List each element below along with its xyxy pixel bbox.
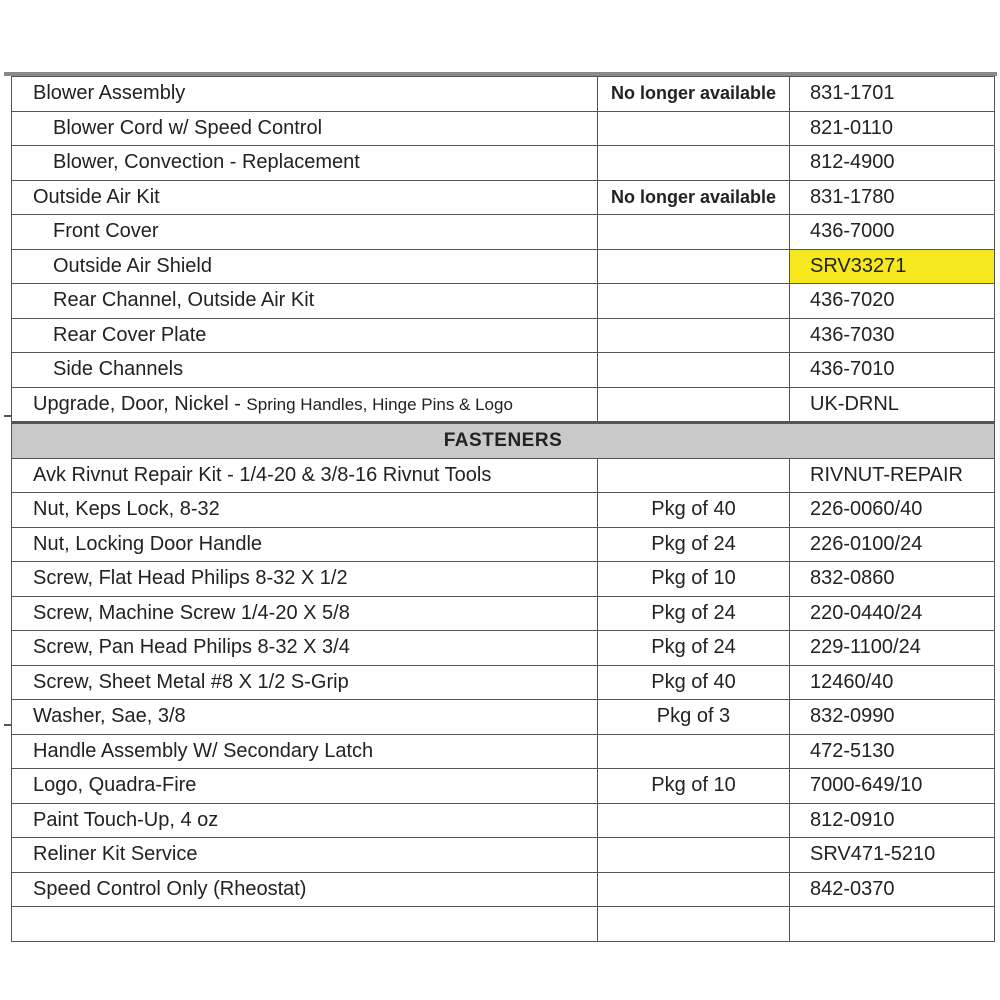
description-text: Screw, Pan Head Philips 8-32 X 3/4	[33, 636, 350, 659]
description-cell	[12, 769, 598, 804]
parts-table	[11, 76, 995, 942]
table-row	[12, 631, 995, 666]
part-number-cell: 12460/40	[790, 665, 995, 700]
description-cell	[12, 700, 598, 735]
part-number-cell: 226-0100/24	[790, 527, 995, 562]
part-number-cell: RIVNUT-REPAIR	[790, 458, 995, 493]
table-row	[12, 838, 995, 873]
description-text: Handle Assembly W/ Secondary Latch	[33, 739, 374, 762]
description-cell	[12, 803, 598, 838]
table-row	[12, 596, 995, 631]
description-detail-text: Spring Handles, Hinge Pins & Logo	[246, 394, 513, 414]
left-tick-mark	[4, 415, 11, 417]
description-text: Avk Rivnut Repair Kit - 1/4-20 & 3/8-16 Rivnut Tools	[33, 463, 492, 486]
description-text: Front Cover	[53, 220, 159, 243]
description-text: Screw, Flat Head Philips 8-32 X 1/2	[33, 567, 348, 590]
table-row	[12, 180, 995, 215]
part-number-cell: SRV471-5210	[790, 838, 995, 873]
part-number-cell: 472-5130	[790, 734, 995, 769]
description-text: Upgrade, Door, Nickel -	[33, 392, 247, 415]
description-cell	[12, 838, 598, 873]
section-title: FASTENERS	[12, 423, 995, 459]
description-text: Outside Air Kit	[33, 185, 160, 208]
table-row	[12, 562, 995, 597]
description-text: Reliner Kit Service	[33, 843, 198, 866]
package-note-cell: Pkg of 40	[598, 665, 790, 700]
table-row	[12, 318, 995, 353]
description-cell	[12, 527, 598, 562]
package-note-cell: Pkg of 3	[598, 700, 790, 735]
package-note-cell	[598, 458, 790, 493]
table-row	[12, 458, 995, 493]
package-note-cell	[598, 353, 790, 388]
package-note-cell	[598, 734, 790, 769]
table-row	[12, 872, 995, 907]
description-text: Nut, Keps Lock, 8-32	[33, 498, 220, 521]
part-number-cell: 821-0110	[790, 111, 995, 146]
description-text: Nut, Locking Door Handle	[33, 532, 263, 555]
table-row	[12, 803, 995, 838]
part-number-cell: 831-1701	[790, 77, 995, 112]
description-cell	[12, 734, 598, 769]
description-text: Outside Air Shield	[53, 254, 212, 277]
description-text: Side Channels	[53, 358, 184, 381]
description-text: Rear Channel, Outside Air Kit	[53, 289, 315, 312]
description-cell	[12, 249, 598, 284]
part-number-cell	[790, 907, 995, 942]
package-note-cell	[598, 215, 790, 250]
description-cell	[12, 284, 598, 319]
part-number-cell: 226-0060/40	[790, 493, 995, 528]
part-number-cell: 436-7000	[790, 215, 995, 250]
description-text: Paint Touch-Up, 4 oz	[33, 808, 219, 831]
table-row	[12, 284, 995, 319]
package-note-cell: Pkg of 24	[598, 631, 790, 666]
description-cell	[12, 353, 598, 388]
description-cell	[12, 872, 598, 907]
package-note-cell	[598, 907, 790, 942]
table-row	[12, 734, 995, 769]
table-row	[12, 493, 995, 528]
package-note-cell	[598, 803, 790, 838]
package-note-cell: No longer available	[598, 180, 790, 215]
table-row	[12, 146, 995, 181]
description-cell	[12, 215, 598, 250]
part-number-cell: 812-4900	[790, 146, 995, 181]
package-note-cell: No longer available	[598, 77, 790, 112]
package-note-cell: Pkg of 24	[598, 596, 790, 631]
package-note-cell	[598, 284, 790, 319]
description-cell	[12, 146, 598, 181]
table-row	[12, 353, 995, 388]
description-cell	[12, 180, 598, 215]
part-number-cell: 229-1100/24	[790, 631, 995, 666]
description-text: Screw, Machine Screw 1/4-20 X 5/8	[33, 601, 350, 624]
description-cell	[12, 387, 598, 423]
part-number-cell: 842-0370	[790, 872, 995, 907]
description-cell	[12, 458, 598, 493]
package-note-cell: Pkg of 10	[598, 562, 790, 597]
description-cell	[12, 665, 598, 700]
package-note-cell	[598, 872, 790, 907]
parts-table-body	[12, 77, 995, 942]
description-cell	[12, 907, 598, 942]
description-text: Washer, Sae, 3/8	[33, 705, 186, 728]
left-tick-mark	[4, 724, 11, 726]
package-note-cell	[598, 387, 790, 423]
part-number-cell: 831-1780	[790, 180, 995, 215]
table-row	[12, 907, 995, 942]
package-note-cell	[598, 146, 790, 181]
table-row	[12, 665, 995, 700]
section-header-row	[12, 423, 995, 459]
description-text: Rear Cover Plate	[53, 323, 207, 346]
description-text: Speed Control Only (Rheostat)	[33, 877, 307, 900]
table-row	[12, 387, 995, 423]
part-number-cell: UK-DRNL	[790, 387, 995, 423]
table-row	[12, 769, 995, 804]
part-number-cell: 436-7030	[790, 318, 995, 353]
description-cell	[12, 318, 598, 353]
package-note-cell	[598, 838, 790, 873]
table-row	[12, 77, 995, 112]
table-row	[12, 527, 995, 562]
description-text: Blower, Convection - Replacement	[53, 151, 360, 174]
package-note-cell	[598, 318, 790, 353]
description-text: Blower Assembly	[33, 82, 186, 105]
part-number-cell-highlighted: SRV33271	[790, 249, 995, 284]
part-number-cell: 812-0910	[790, 803, 995, 838]
table-row	[12, 215, 995, 250]
description-cell	[12, 493, 598, 528]
description-text: Blower Cord w/ Speed Control	[53, 116, 323, 139]
description-cell	[12, 77, 598, 112]
description-text: Screw, Sheet Metal #8 X 1/2 S-Grip	[33, 670, 349, 693]
description-cell	[12, 631, 598, 666]
description-cell	[12, 111, 598, 146]
part-number-cell: 7000-649/10	[790, 769, 995, 804]
package-note-cell: Pkg of 10	[598, 769, 790, 804]
package-note-cell	[598, 249, 790, 284]
package-note-cell: Pkg of 24	[598, 527, 790, 562]
part-number-cell: 436-7020	[790, 284, 995, 319]
description-text: Logo, Quadra-Fire	[33, 774, 197, 797]
description-cell	[12, 596, 598, 631]
description-cell	[12, 562, 598, 597]
table-row	[12, 700, 995, 735]
part-number-cell: 832-0860	[790, 562, 995, 597]
part-number-cell: 832-0990	[790, 700, 995, 735]
package-note-cell: Pkg of 40	[598, 493, 790, 528]
table-row	[12, 111, 995, 146]
package-note-cell	[598, 111, 790, 146]
part-number-cell: 220-0440/24	[790, 596, 995, 631]
part-number-cell: 436-7010	[790, 353, 995, 388]
table-row	[12, 249, 995, 284]
